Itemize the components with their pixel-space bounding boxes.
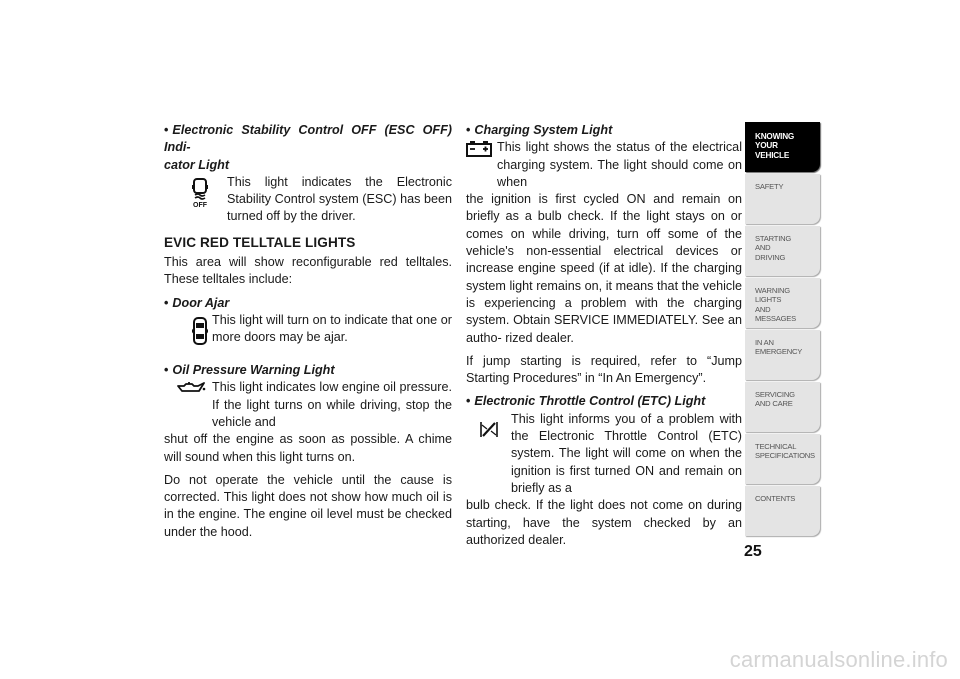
jump-start-paragraph: If jump starting is required, refer to “Jump Starting Procedures” in “In An Emergency”. [466,353,742,386]
chapter-tabs [745,122,820,538]
right-column [466,122,742,549]
battery-icon [466,141,492,157]
esc-off-icon [188,178,212,208]
section-heading: EVIC RED TELLTALE LIGHTS [164,234,356,250]
charging-system-heading: • Charging System Light [466,123,613,137]
oil-pressure-description-indented: This light indicates low engine oil pressure. If the light turns on while driving, stop the vehicle and [212,380,452,429]
watermark: carmanualsonline.info [729,647,948,672]
etc-description-continued: bulb check. If the light does not come on during starting, have the system checked by an authorized dealer. [466,498,742,547]
tab-label: SERVICING AND CARE [755,390,795,409]
section-intro: This area will show reconfigurable red telltales. These telltales include: [164,255,452,287]
etc-description-indented: This light informs you of a problem with the Electronic Throttle Control (ETC) system. The light will come on when the ignition is first turned ON and remain on briefly as a [511,411,742,495]
esc-off-heading-line1: Electronic Stability Control OFF (ESC OFF) Indi- [164,123,452,155]
etc-item [466,393,742,549]
oil-pressure-paragraph: Do not operate the vehicle until the cause is corrected. This light does not show how much oil is in the engine. The engine oil level must be checked under the hood. [164,472,452,539]
oil-pressure-item [164,362,452,541]
etc-heading: • Electronic Throttle Control (ETC) Light [466,394,706,409]
tab-label: KNOWING YOUR VEHICLE [755,132,795,160]
left-column [164,122,452,541]
oil-pressure-icon [176,381,206,393]
esc-off-heading: • Electronic Stability Control OFF (ESC OFF) Indi- cator Light [164,123,452,172]
door-ajar-heading: • Door Ajar [164,295,230,310]
tab-label: IN AN EMERGENCY [755,338,803,357]
tab-label: STARTING AND DRIVING [755,234,792,262]
tab-label: SAFETY [755,182,784,191]
page-number: 25 [744,543,762,560]
esc-off-item [164,122,452,226]
door-ajar-item [164,295,452,358]
tab-safety[interactable] [745,174,820,224]
tab-in-an-emergency[interactable] [745,330,820,380]
tab-warning-lights-and-messages[interactable] [745,278,820,328]
tab-contents[interactable] [745,486,820,536]
door-ajar-description: This light will turn on to indicate that one or more doors may be ajar. [212,313,452,345]
etc-throttle-icon [478,419,500,441]
tab-label: WARNING LIGHTS AND MESSAGES [755,286,797,324]
oil-pressure-heading: • Oil Pressure Warning Light [164,363,335,378]
tab-technical-specifications[interactable] [745,434,820,484]
charging-system-description-continued: the ignition is first cycled ON and remain on briefly as a bulb check. If the light stays on or comes on while driving, turn off some of the vehicle's non-essential electrical devices or increase engine speed (if at idle). If the charging system light remains on, it means that the vehicle is experiencing a problem with the charging system. Obtain SERVICE IMMEDIATELY. See an autho- rized dealer. [466,192,742,345]
charging-system-description-indented: This light shows the status of the electrical charging system. The light should come on when [497,140,742,189]
svg-text:OFF: OFF [193,201,207,208]
esc-off-heading-line2: cator Light [164,157,230,172]
tab-servicing-and-care[interactable] [745,382,820,432]
charging-system-item [466,122,742,347]
door-ajar-icon [192,316,208,346]
esc-off-description: This light indicates the Electronic Stability Control system (ESC) has been turned off by the driver. [227,174,452,224]
oil-pressure-description-continued: shut off the engine as soon as possible. A chime will sound when this light turns on. [164,432,452,464]
tab-starting-and-driving[interactable] [745,226,820,276]
tab-label: TECHNICAL SPECIFICATIONS [755,442,815,461]
tab-label: CONTENTS [755,494,796,503]
tab-knowing-your-vehicle[interactable] [745,122,820,172]
